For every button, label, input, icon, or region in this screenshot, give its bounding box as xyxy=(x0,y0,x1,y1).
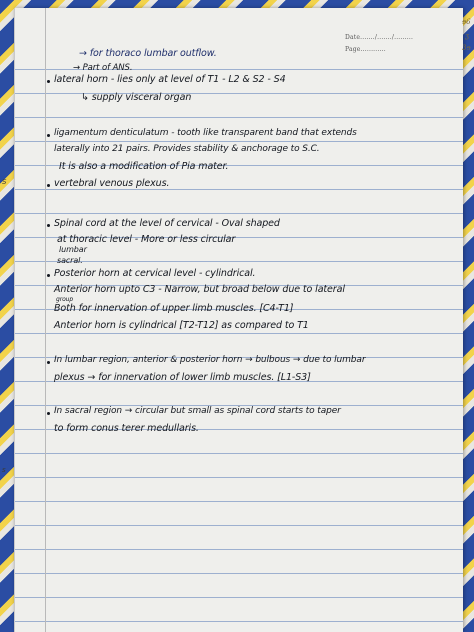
bullet xyxy=(47,274,50,277)
note-group: group xyxy=(56,296,74,303)
note-lumbar-region-1: In lumbar region, anterior & posterior horn → bulbous → due to lumbar xyxy=(54,355,366,365)
margin-scribble: s xyxy=(2,466,6,474)
page-number-field: Page............ xyxy=(345,46,386,53)
margin-scribble: S xyxy=(2,178,7,186)
date-field: Date......./......./......... xyxy=(345,34,414,41)
edge-scribble: ɘ6 xyxy=(462,18,471,26)
note-part-ans: → Part of ANS. xyxy=(73,63,133,73)
note-ligamentum-3: It is also a modification of Pia mater. xyxy=(59,161,229,172)
note-sacral-region-2: to form conus terer medullaris. xyxy=(54,423,199,434)
bullet xyxy=(47,224,50,227)
note-spinal-thoracic: at thoracic level - More or less circular xyxy=(57,234,236,245)
note-upper-limb: Both for innervation of upper limb muscles. [C4-T1] xyxy=(54,303,294,314)
edge-scribble: 3ɘ xyxy=(462,44,471,52)
note-ligamentum-1: ligamentum denticulatum - tooth like transparent band that extends xyxy=(54,128,357,138)
bullet xyxy=(47,184,50,187)
note-anterior-horn-c3: Anterior horn upto C3 - Narrow, but broad below due to lateral xyxy=(54,284,345,295)
margin-line xyxy=(45,8,46,632)
bullet xyxy=(47,134,50,137)
note-lateral-horn: lateral horn - lies only at level of T1 - L2 & S2 - S4 xyxy=(54,74,286,85)
note-venous-plexus: vertebral venous plexus. xyxy=(54,178,170,189)
notebook-page xyxy=(14,8,463,632)
bullet xyxy=(47,80,50,83)
note-lumbar: lumbar xyxy=(59,245,87,254)
note-lumbar-region-2: plexus → for innervation of lower limb muscles. [L1-S3] xyxy=(54,372,311,383)
note-ligamentum-2: laterally into 21 pairs. Provides stability & anchorage to S.C. xyxy=(54,144,320,154)
note-thoraco: → for thoraco lumbar outflow. xyxy=(79,48,217,59)
note-spinal-cervical: Spinal cord at the level of cervical - Oval shaped xyxy=(54,218,280,229)
note-sacral: sacral. xyxy=(57,256,83,265)
note-sacral-region-1: In sacral region → circular but small as spinal cord starts to taper xyxy=(54,406,341,416)
note-posterior-horn: Posterior horn at cervical level - cylindrical. xyxy=(54,268,256,279)
note-supply: ↳ supply visceral organ xyxy=(81,92,192,103)
note-anterior-cylindrical: Anterior horn is cylindrical [T2-T12] as compared to T1 xyxy=(54,320,309,331)
bullet xyxy=(47,412,50,415)
edge-scribble: ʒ xyxy=(465,32,469,40)
bullet xyxy=(47,361,50,364)
